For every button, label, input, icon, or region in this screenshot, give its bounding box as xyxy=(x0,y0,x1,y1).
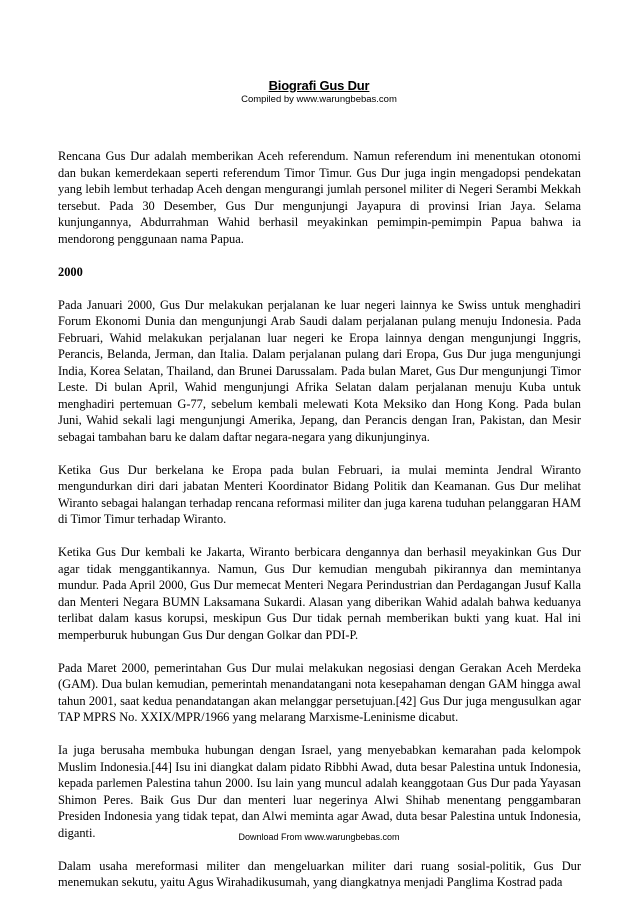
document-body xyxy=(58,148,581,907)
paragraph-israel-relations: Ia juga berusaha membuka hubungan dengan Israel, yang menyebabkan kemarahan pada kelompok Muslim Indonesia.[44] Isu ini diangkat dalam pidato Ribbhi Awad, duta besar Palestina untuk Indonesia, kepada parlemen Palestina tahun 2000. Isu lain yang muncul adalah keanggotaan Gus Dur pada Yayasan Shimon Peres. Baik Gus Dur dan menteri luar negerinya Alwi Shihab menentang penggambaran Presiden Indonesia yang tidak tepat, dan Alwi meminta agar Awad, duta besar Palestina untuk Indonesia, diganti. xyxy=(58,743,581,840)
paragraph-aceh-referendum: Rencana Gus Dur adalah memberikan Aceh referendum. Namun referendum ini menentukan otonomi dan bukan kemerdekaan seperti referendum Timor Timur. Gus Dur juga ingin mengadopsi pendekatan yang lebih lembut terhadap Aceh dengan mengurangi jumlah personel militer di Negeri Serambi Mekkah tersebut. Pada 30 Desember, Gus Dur mengunjungi Jayapura di provinsi Irian Jaya. Selama kunjungannya, Abdurrahman Wahid berhasil meyakinkan pemimpin-pemimpin Papua bahwa ia mendorong penggunaan nama Papua. xyxy=(58,149,581,246)
document-title: Biografi Gus Dur xyxy=(268,78,370,93)
paragraph-foreign-trips: Pada Januari 2000, Gus Dur melakukan perjalanan ke luar negeri lainnya ke Swiss untuk menghadiri Forum Ekonomi Dunia dan mengunjungi Arab Saudi dalam perjalanan pulang menuju Indonesia. Pada Februari, Wahid melakukan perjalanan luar negeri ke Eropa lainnya dengan mengunjungi Inggris, Perancis, Belanda, Jerman, dan Italia. Dalam perjalanan pulang dari Eropa, Gus Dur juga mengunjungi India, Korea Selatan, Thailand, dan Brunei Darussalam. Pada bulan Maret, Gus Dur mengunjungi Timor Leste. Di bulan April, Wahid mengunjungi Afrika Selatan dalam perjalanan menuju Kuba untuk menghadiri pertemuan G-77, sebelum kembali melewati Kota Meksiko dan Hong Kong. Pada bulan Juni, Wahid sekali lagi mengunjungi Amerika, Jepang, dan Perancis dengan Iran, Pakistan, dan Mesir sebagai tambahan baru ke dalam daftar negara-negara yang dikunjunginya. xyxy=(58,297,581,444)
document-footer: Download From www.warungbebas.com xyxy=(238,832,400,842)
paragraph-gam-negotiation: Pada Maret 2000, pemerintahan Gus Dur mulai melakukan negosiasi dengan Gerakan Aceh Merdeka (GAM). Dua bulan kemudian, pemerintah menandatangani nota kesepahaman dengan GAM hingga awal tahun 2001, saat kedua penandatangan akan melanggar persetujuan.[42] Gus Dur juga mengusulkan agar TAP MPRS No. XXIX/MPR/1966 yang melarang Marxisme-Leninisme dicabut. xyxy=(58,660,581,724)
paragraph-military-reform: Dalam usaha mereformasi militer dan mengeluarkan militer dari ruang sosial-politik, Gus Dur menemukan sekutu, yaitu Agus Wirahadikusumah, yang diangkatnya menjadi Panglima Kostrad pada xyxy=(58,858,581,889)
paragraph-wiranto-resign: Ketika Gus Dur berkelana ke Eropa pada bulan Februari, ia mulai meminta Jendral Wiranto mengundurkan diri dari jabatan Menteri Koordinator Bidang Politik dan Keamanan. Gus Dur melihat Wiranto sebagai halangan terhadap rencana reformasi militer dan juga karena tuduhan pelanggaran HAM di Timor Timur terhadap Wiranto. xyxy=(58,462,581,526)
section-heading-2000: 2000 xyxy=(58,264,83,279)
document-subtitle: Compiled by www.warungbebas.com xyxy=(241,94,397,105)
paragraph-wiranto-jakarta: Ketika Gus Dur kembali ke Jakarta, Wiranto berbicara dengannya dan berhasil meyakinkan Gus Dur agar tidak menggantikannya. Namun, Gus Dur kemudian mengubah pikirannya dan memintanya mundur. Pada April 2000, Gus Dur memecat Menteri Negara Perindustrian dan Perdagangan Jusuf Kalla dan Menteri Negara BUMN Laksamana Sukardi. Alasan yang diberikan Wahid adalah bahwa keduanya terlibat dalam kasus korupsi, meskipun Gus Dur tidak pernah memberikan bukti yang kuat. Hal ini memperburuk hubungan Gus Dur dengan Golkar dan PDI-P. xyxy=(58,545,581,642)
